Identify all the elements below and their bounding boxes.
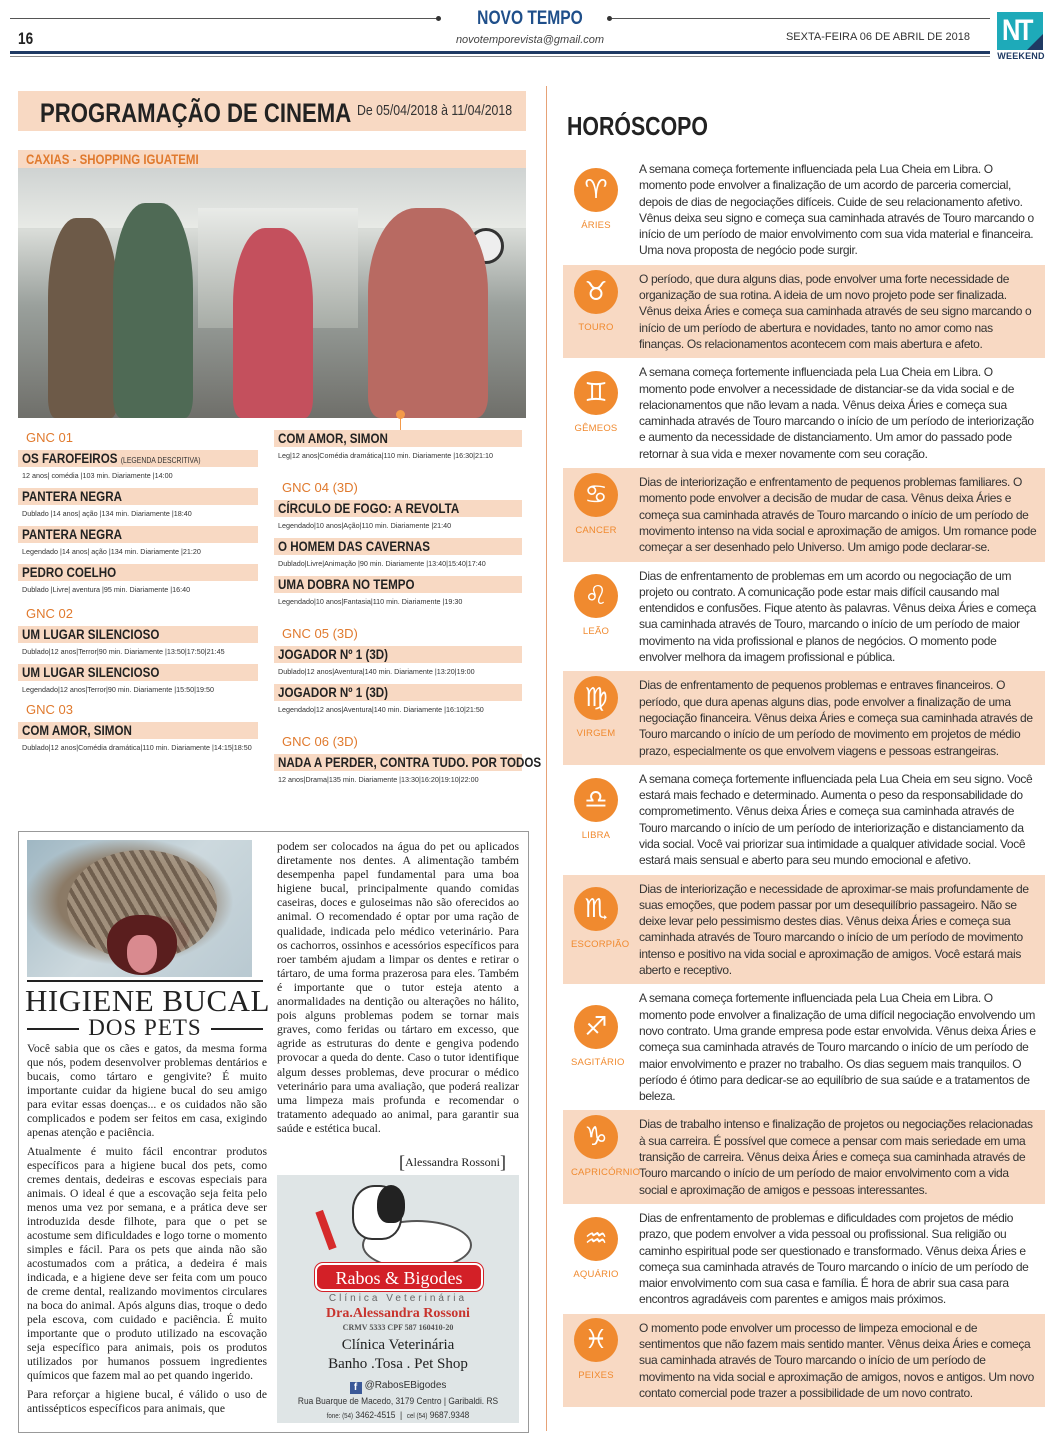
- sign-name: CANCER: [575, 524, 617, 536]
- logo-corner-triangle: [1027, 34, 1043, 50]
- logo-badge: [997, 12, 1043, 50]
- ad-brand: Rabos & Bigodes: [335, 1268, 463, 1288]
- horoscope-sign-3: [563, 468, 1045, 561]
- sign-name: ÁRIES: [581, 219, 611, 231]
- pet-article-box: [18, 831, 529, 1433]
- sign-icon-wrap: [571, 778, 621, 848]
- sign-name: LIBRA: [581, 829, 611, 841]
- cat-tongue: [127, 935, 157, 973]
- sign-name: SAGITÁRIO: [571, 1057, 625, 1069]
- horoscope-sign-9: [563, 1110, 1045, 1203]
- movie-still-photo: [18, 168, 526, 418]
- facebook-icon: f: [350, 1382, 362, 1394]
- movie-title: COM AMOR, SIMON: [22, 723, 132, 738]
- cel-label: cel (54): [406, 1413, 428, 1420]
- cancer-crab-icon: ♋: [574, 473, 618, 517]
- column-divider: [546, 86, 547, 1431]
- room-label: GNC 03: [26, 702, 73, 717]
- room-label: GNC 05 (3D): [282, 626, 358, 641]
- sign-icon-wrap: [571, 676, 621, 746]
- movie-title-bar[interactable]: [18, 722, 258, 739]
- cinema-location: CAXIAS - SHOPPING IGUATEMI: [26, 151, 199, 167]
- cinema-listing-right: [278, 430, 542, 792]
- phone-number: 3462-4515: [355, 1410, 396, 1421]
- leo-lion-icon: ♌: [574, 574, 618, 618]
- publication-date: SEXTA-FEIRA 06 DE ABRIL DE 2018: [785, 31, 970, 43]
- cinema-listing-left: [22, 430, 266, 760]
- cat-tail: [315, 1210, 336, 1250]
- ad-phones: fone: (54) 3462-4515 | cel (54) 9687.9348: [326, 1410, 470, 1421]
- article-paragraph: Para reforçar a higiene bucal, é válido o uso de antissépticos específicos para animais, que: [27, 1387, 267, 1415]
- cinema-date-range: De 05/04/2018 à 11/04/2018: [356, 102, 512, 119]
- sign-icon-wrap: [571, 270, 621, 340]
- horoscope-sign-0: [563, 155, 1045, 265]
- facebook-handle: @RabosEBigodes: [364, 1380, 447, 1391]
- movie-details: Leg|12 anos|Comédia dramática|110 min. Diariamente |16:30|21:10: [278, 451, 493, 460]
- photo-person-3: [233, 228, 313, 418]
- subtitle-rule-right: [211, 1028, 263, 1030]
- article-subtitle: DOS PETS: [88, 1015, 202, 1040]
- sign-forecast: O período, que dura alguns dias, pode envolver uma forte necessidade de organização de sua rotina. A ideia de um novo projeto pode ser finalizada. Vênus deixa Áries e começa sua caminhada através de seu signo marcando o início de um período de abertura e novidades, tanto no amor como nas finanças. Os relacionamentos acontecem com mais abertura e afeto.: [639, 271, 1032, 351]
- movie-title: NADA A PERDER, CONTRA TUDO. POR TODOS: [278, 755, 542, 770]
- sign-forecast: Dias de enfrentamento de problemas e dificuldades com projetos de médio prazo, que podem envolver a vida pessoal ou profissional. Sua religião ou caminho espiritual pode ser questionado e transformado. Vênus deixa Áries e começa sua caminhada através de Touro marcando o início de um período de maior envolvimento com sua casa e família. É hora de abrir sua casa para encontros agradáveis com parentes e amigos mais próximos.: [639, 1210, 1029, 1307]
- movie-title-bar[interactable]: [274, 646, 522, 663]
- horoscope-list: [563, 155, 1045, 1407]
- movie-details: Dublado|12 anos|Terror|90 min. Diariamente |13:50|17:50|21:45: [22, 647, 225, 656]
- horoscope-sign-1: [563, 265, 1045, 358]
- dog-ear: [377, 1185, 405, 1223]
- capricorn-goat-icon: ♑: [574, 1115, 618, 1159]
- room-label: GNC 02: [26, 606, 73, 621]
- photo-person-4: [368, 208, 488, 418]
- article-title: HIGIENE BUCAL: [25, 983, 270, 1018]
- sign-name: TOURO: [578, 321, 614, 333]
- cinema-title: PROGRAMAÇÃO DE CINEMA: [40, 98, 352, 128]
- movie-title: OS FAROFEIROS: [22, 451, 118, 466]
- article-paragraph: Você sabia que os cães e gatos, da mesma forma que nós, podem desenvolver problemas dentários e bucais, como tártaro e gengivite? É muito importante cuidar da higiene bucal do seu amigo para evitar essas doenças... e os cuidados não são complicados e podem ser feitos em casa, exigindo apenas atenção e paciência.: [27, 1042, 267, 1139]
- movie-details: Dublado |Livre| aventura |95 min. Diariamente |16:40: [22, 585, 191, 594]
- header-rule: [10, 51, 990, 54]
- movie-details: Legendado|12 anos|Aventura|140 min. Diariamente |16:10|21:50: [278, 705, 484, 714]
- movie-title-bar[interactable]: [274, 430, 522, 447]
- sign-name: VIRGEM: [576, 728, 616, 740]
- sign-icon-wrap: [571, 371, 621, 441]
- pisces-fish-icon: ♓: [574, 1318, 618, 1362]
- horoscope-sign-2: [563, 358, 1045, 468]
- sign-forecast: Dias de interiorização e necessidade de aproximar-se mais profundamente de suas emoções, que podem passar por um desequilíbrio passageiro. Não se deixe levar pelo pessimismo destes dias. Vênus deixa Áries e começa sua caminhada através de Touro marcando o início de um período de movimento intenso e positivo na vida social e aproximação de amigos. Você estará mais aberto e receptivo.: [639, 881, 1029, 978]
- ad-address: Rua Buarque de Macedo, 3179 Centro | Garibaldi. RS: [297, 1396, 499, 1407]
- logo-text: NT: [1002, 14, 1031, 47]
- movie-title: PANTERA NEGRA: [22, 527, 122, 542]
- movie-title: COM AMOR, SIMON: [278, 431, 388, 446]
- movie-title-bar[interactable]: [18, 450, 258, 467]
- gemini-twins-icon: ♊: [574, 371, 618, 415]
- sign-forecast: Dias de interiorização e enfrentamento de pequenos problemas familiares. O momento pode envolver a decisão de mudar de casa. Vênus deixa Áries e começa sua caminhada através de Touro marcando o início de um período de movimento intenso na vida social e aproximação de amigos. Um romance pode começar a ser desenhado pelo Universo. Um amigo pode declarar-se.: [639, 475, 1037, 555]
- movie-title-bar[interactable]: [274, 754, 542, 771]
- phone-label: fone: (54): [326, 1413, 354, 1420]
- movie-title: PANTERA NEGRA: [22, 489, 122, 504]
- article-column-2: [277, 840, 519, 1141]
- movie-details: Legendado|10 anos|Ação|110 min. Diariamente |21:40: [278, 521, 452, 530]
- movie-details: Legendado |14 anos| ação |134 min. Diariamente |21:20: [22, 547, 201, 556]
- horoscope-sign-7: [563, 875, 1045, 985]
- article-column-1: [27, 1042, 267, 1421]
- header-line-right: [612, 18, 990, 19]
- sign-name: ESCORPIÃO: [571, 939, 630, 951]
- sign-name: GÊMEOS: [574, 423, 618, 435]
- room-label: GNC 01: [26, 430, 73, 445]
- aquarius-water-icon: ♒: [574, 1217, 618, 1261]
- article-paragraph: podem ser colocados na água do pet ou aplicados diretamente nos dentes. A alimentação também desempenha papel fundamental para uma boa higiene bucal, principalmente quando comidas caseiras, doces e guloseimas não são oferecidos ao animal. O recomendado é optar por uma ração de qualidade, indicada pelo médico veterinário. Para os cachorros, ossinhos e acessórios específicos para roer também ajudam a limpar os dentes e retirar o tártaro, de uma forma prazerosa para eles. Também é importante que o tutor esteja atento a anormalidades na dentição ou alterações no hálito, pois alguns problemas podem se tornar mais graves, como feridas ou tártaro em excesso, que agride as estruturas do dente e gengiva podendo provocar a queda do dente. Caso o tutor identifique algum desses problemas, deve procurar o médico veterinário para uma avaliação, que poderá realizar uma limpeza mais profunda e recomendar o tratamento adequado ao animal, para garantir sua saúde e estética bucal.: [277, 840, 519, 1135]
- cinema-title-bar: [18, 91, 526, 131]
- photo-person-1: [48, 218, 118, 418]
- ad-registry: CRMV 5333 CPF 587 160410-20: [342, 1323, 454, 1332]
- header-dot-left: [436, 16, 441, 21]
- movie-details: Dublado |14 anos| ação |134 min. Diariamente |18:40: [22, 509, 192, 518]
- sign-forecast: O momento pode envolver um processo de limpeza emocional e de sentimentos que não fazem mais sentido manter. Vênus deixa Áries e começa sua caminhada através de Touro marcando o início de um período de movimento na vida social e aproximação de amigos, novos e antigos. Um novo contato comercial pode trazer a possibilidade de um novo contrato.: [639, 1320, 1034, 1400]
- movie-title: JOGADOR Nº 1 (3D): [278, 685, 389, 700]
- movie-title-bar[interactable]: [18, 664, 258, 681]
- sign-forecast: Dias de enfrentamento de problemas em um acordo ou negociação de um projeto ou contrato. A comunicação pode estar mais difícil causando mal entendidos e confusões. Fique atento às palavras. Vênus deixa Áries e começa sua caminhada através de Touro, marcando o início de um período de maior movimento na vida profissional e planos de negócios. O momento pode envolver melhora da imagem profissional e pública.: [639, 568, 1036, 665]
- horoscope-sign-8: [563, 984, 1045, 1110]
- sign-name: AQUÁRIO: [573, 1268, 619, 1280]
- room-label: GNC 04 (3D): [282, 480, 358, 495]
- movie-title-bar[interactable]: [274, 576, 522, 593]
- page-number: 16: [18, 29, 34, 48]
- movie-details: Dublado|12 anos|Comédia dramática|110 min. Diariamente |14:15|18:50: [22, 743, 252, 752]
- sign-forecast: Dias de trabalho intenso e finalização de projetos ou negociações relacionadas à sua carreira. É possível que comece a pensar com mais seriedade em uma transição de carreira. Vênus deixa Áries e começa sua caminhada através de Touro marcando o início de um período de maior envolvimento com a vida social e aproximação de amigos e pessoas interessantes.: [639, 1117, 1033, 1197]
- article-subtitle-wrap: [27, 1015, 263, 1041]
- header-rule-thin: [10, 56, 990, 57]
- movie-title-bar[interactable]: [274, 500, 522, 517]
- sign-icon-wrap: [571, 1005, 625, 1075]
- sign-name: PEIXES: [578, 1370, 614, 1382]
- sagittarius-bow-icon: ♐: [574, 1005, 618, 1049]
- movie-details: 12 anos|Drama|135 min. Diariamente |13:30|16:20|19:10|22:00: [278, 775, 479, 784]
- nt-weekend-logo: [997, 12, 1045, 63]
- virgo-maiden-icon: ♍: [574, 676, 618, 720]
- logo-subtitle: WEEKEND: [997, 51, 1045, 61]
- horoscope-sign-5: [563, 671, 1045, 764]
- sign-forecast: A semana começa fortemente influenciada pela Lua Cheia em Libra. O momento pode envolver a finalização de uma difícil negociação envolvendo um novo contrato. Uma grande empresa pode estar envolvida. Vênus deixa Áries e começa sua caminhada através de Touro marcando o início de um período de maior envolvimento e prazer no trabalho. Os dias seguem mais tranquilos. O período é ótimo para dedicar-se ao equilíbrio de sua saúde e a tratamentos de beleza.: [639, 991, 1036, 1104]
- sign-name: LEÃO: [582, 626, 610, 638]
- movie-details: Dublado|Livre|Animação |90 min. Diariamente |13:40|15:40|17:40: [278, 559, 486, 568]
- sign-forecast: A semana começa fortemente influenciada pela Lua Cheia em seu signo. Você estará mais fechado e determinado. Aumenta o peso da responsabilidade do comprometimento. Vênus deixa Áries e começa sua caminhada através de Touro marcando o início de um período de interiorização e distanciamento da vida social. Você vai priorizar sua intimidade a qualquer atividade social. Você estará mais sensual e aberto para seu mundo emocional e afetivo.: [639, 771, 1033, 868]
- ad-service-line-2: Banho .Tosa . Pet Shop: [328, 1356, 468, 1372]
- brand-banner: [315, 1263, 483, 1291]
- libra-scales-icon: ♎: [574, 778, 618, 822]
- taurus-bull-icon: ♉: [574, 270, 618, 314]
- movie-title: UMA DOBRA NO TEMPO: [278, 577, 415, 592]
- movie-details: Dublado|12 anos|Aventura|140 min. Diariamente |13:20|19:00: [278, 667, 475, 676]
- room-label: GNC 06 (3D): [282, 734, 358, 749]
- movie-title: CÍRCULO DE FOGO: A REVOLTA: [278, 501, 460, 516]
- article-author: [Alessandra Rossoni]: [399, 1152, 506, 1172]
- movie-title: PEDRO COELHO: [22, 565, 117, 580]
- ad-facebook[interactable]: [277, 1380, 519, 1394]
- sign-icon-wrap: [571, 887, 630, 957]
- sign-forecast: A semana começa fortemente influenciada pela Lua Cheia em Libra. O momento pode envolver a necessidade de distanciar-se da vida social e de relacionamentos que não levam a nada. Vênus deixa Áries e começa sua caminhada através de Touro marcando o início de um período de interiorização e aumento da necessidade de distanciamento. Um amor do passado pode retornar à sua vida e mexer novamente com seu coração.: [639, 365, 1034, 461]
- sign-icon-wrap: [571, 574, 621, 644]
- article-paragraph: Atualmente é muito fácil encontrar produtos específicos para a higiene bucal dos pets, como cremes dentais, dedeiras e escovas especiais para animais. O ideal é que a escovação seja feita pelo menos uma vez por semana, e a prática deve ser introduzida desde filhote, para que o pet se acostume sem dificuldades e logo torne o momento simples e fácil. Para os pets que ainda não são acostumados com a prática, a dedeira é mais indicada, e a higiene deve ser feita com um pouco de creme dental, realizando movimentos circulares na boca do animal. Após alguns dias, troque o dedo pela escova, com cuidado e paciência. É muito importante que o produto utilizado na escovação seja específico para animais, pois os produtos utilizados por humanos possuem ingredientes químicos que fazem mal ao pet quando ingerido.: [27, 1144, 267, 1382]
- photo-pin-line: [400, 418, 401, 430]
- movie-details: Legendado|10 anos|Fantasia|110 min. Diariamente |19:30: [278, 597, 463, 606]
- movie-title: O HOMEM DAS CAVERNAS: [278, 539, 431, 554]
- movie-title-bar[interactable]: [18, 526, 258, 543]
- movie-note: (LEGENDA DESCRITIVA): [120, 456, 201, 465]
- sign-icon-wrap: [571, 473, 621, 543]
- cel-number: 9687.9348: [429, 1410, 470, 1421]
- dog-and-cat-illustration: [322, 1185, 472, 1275]
- movie-title: UM LUGAR SILENCIOSO: [22, 665, 160, 680]
- cat-photo: [27, 840, 252, 977]
- horoscope-sign-6: [563, 765, 1045, 875]
- movie-details: Legendado|12 anos|Terror|90 min. Diariamente |15:50|19:50: [22, 685, 214, 694]
- photo-person-2: [113, 203, 193, 418]
- movie-title: UM LUGAR SILENCIOSO: [22, 627, 160, 642]
- movie-details: 12 anos| comédia |103 min. Diariamente |14:00: [22, 471, 173, 480]
- movie-title-bar[interactable]: [274, 538, 522, 555]
- movie-title-bar[interactable]: [18, 626, 258, 643]
- scorpio-scorpion-icon: ♏: [574, 887, 618, 931]
- sign-forecast: Dias de enfrentamento de pequenos problemas e entraves financeiros. O período, que dura apenas alguns dias, pode envolver a finalização de uma negociação financeira. Vênus deixa Áries e começa sua caminhada através de Touro marcando o início de um período de movimento em projetos de médio prazo, especialmente os que envolvem viagens e pessoas estrangeiras.: [639, 678, 1033, 758]
- movie-title-bar[interactable]: [18, 488, 258, 505]
- title-rule: [27, 980, 263, 982]
- horoscope-sign-10: [563, 1204, 1045, 1314]
- ad-service-line-1: Clínica Veterinária: [341, 1337, 455, 1353]
- sign-icon-wrap: [571, 1217, 621, 1287]
- aries-ram-icon: ♈: [574, 168, 618, 212]
- sign-forecast: A semana começa fortemente influenciada pela Lua Cheia em Libra. O momento pode envolver a finalização de um acordo de parceria comercial, depois de dias de negociações difíceis. Cuide de seu relacionamento afetivo. Vênus deixa seu signo e começa sua caminhada através de Touro marcando o início de um período de maior envolvimento com sua vida material e financeira. Uma nova proposta de negócio pode surgir.: [639, 162, 1034, 258]
- ad-doctor: Dra.Alessandra Rossoni: [326, 1306, 470, 1321]
- horoscope-sign-4: [563, 562, 1045, 672]
- sign-icon-wrap: [571, 168, 621, 238]
- movie-title-bar[interactable]: [274, 684, 522, 701]
- movie-title-bar[interactable]: [18, 564, 258, 581]
- sign-icon-wrap: [571, 1318, 621, 1388]
- horoscope-sign-11: [563, 1314, 1045, 1407]
- vet-clinic-ad[interactable]: [277, 1175, 519, 1423]
- contact-email[interactable]: novotemporevista@gmail.com: [455, 34, 605, 46]
- publication-name: NOVO TEMPO: [477, 8, 583, 29]
- ad-tagline: Clínica Veterinária: [328, 1293, 468, 1304]
- author-name: Alessandra Rossoni: [405, 1155, 500, 1169]
- cinema-location-bar: [18, 150, 526, 168]
- sign-name: CAPRICÓRNIO: [571, 1167, 641, 1179]
- sign-icon-wrap: [571, 1115, 641, 1185]
- header-line-left: [10, 18, 438, 19]
- horoscope-title: HORÓSCOPO: [567, 111, 708, 141]
- movie-title: JOGADOR Nº 1 (3D): [278, 647, 389, 662]
